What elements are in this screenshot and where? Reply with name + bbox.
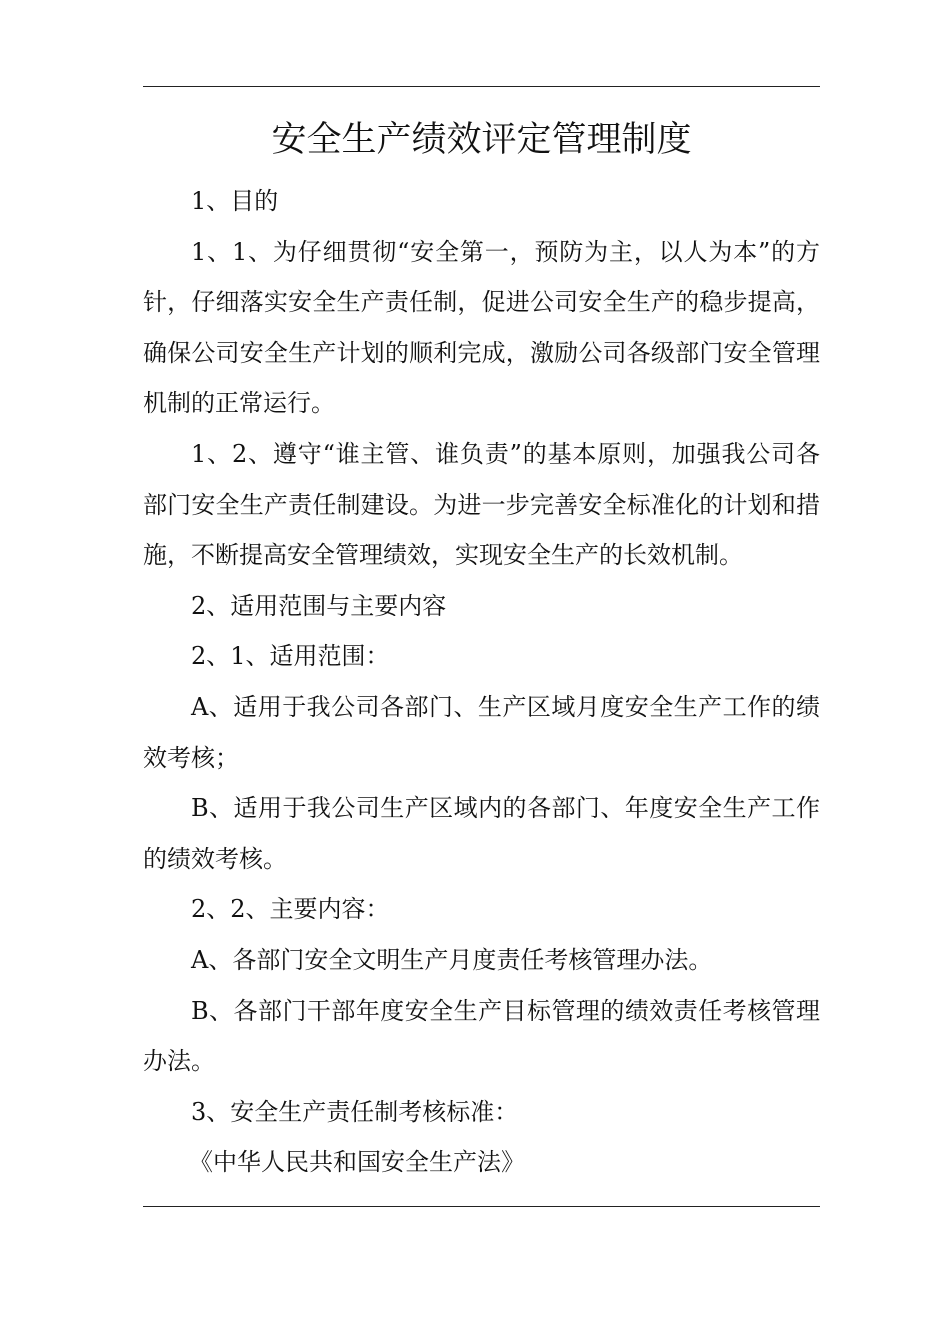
- document-body: [143, 176, 820, 1188]
- paragraph-7: B、适用于我公司生产区域内的各部门、年度安全生产工作的绩效考核。: [143, 794, 820, 873]
- paragraph-4: 2、适用范围与主要内容: [191, 591, 447, 620]
- footer-rule: [143, 1206, 820, 1207]
- document-title: 安全生产绩效评定管理制度: [271, 120, 692, 160]
- header-rule: [143, 86, 820, 87]
- paragraph-9: A、各部门安全文明生产月度责任考核管理办法。: [191, 945, 713, 974]
- paragraph-11: 3、安全生产责任制考核标准：: [191, 1097, 519, 1126]
- paragraph-12: 《中华人民共和国安全生产法》: [189, 1148, 525, 1177]
- paragraph-1: 1、目的: [191, 187, 279, 215]
- paragraph-6: A、适用于我公司各部门、生产区域月度安全生产工作的绩效考核；: [143, 692, 820, 772]
- paragraph-10: B、各部门干部年度安全生产目标管理的绩效责任考核管理办法。: [143, 996, 820, 1076]
- paragraph-2: 1、1、为仔细贯彻“安全第一，预防为主，以人为本”的方针，仔细落实安全生产责任制，促进公司安全生产的稳步提高，确保公司安全生产计划的顺利完成，激励公司各级部门安全管理机制的正常运行。: [143, 237, 820, 418]
- paragraph-3: 1、2、遵守“谁主管、谁负责”的基本原则，加强我公司各部门安全生产责任制建设。为进一步完善安全标准化的计划和措施，不断提高安全管理绩效，实现安全生产的长效机制。: [143, 439, 820, 570]
- paragraph-8: 2、2、主要内容：: [191, 895, 390, 924]
- paragraph-5: 2、1、适用范围：: [191, 642, 390, 671]
